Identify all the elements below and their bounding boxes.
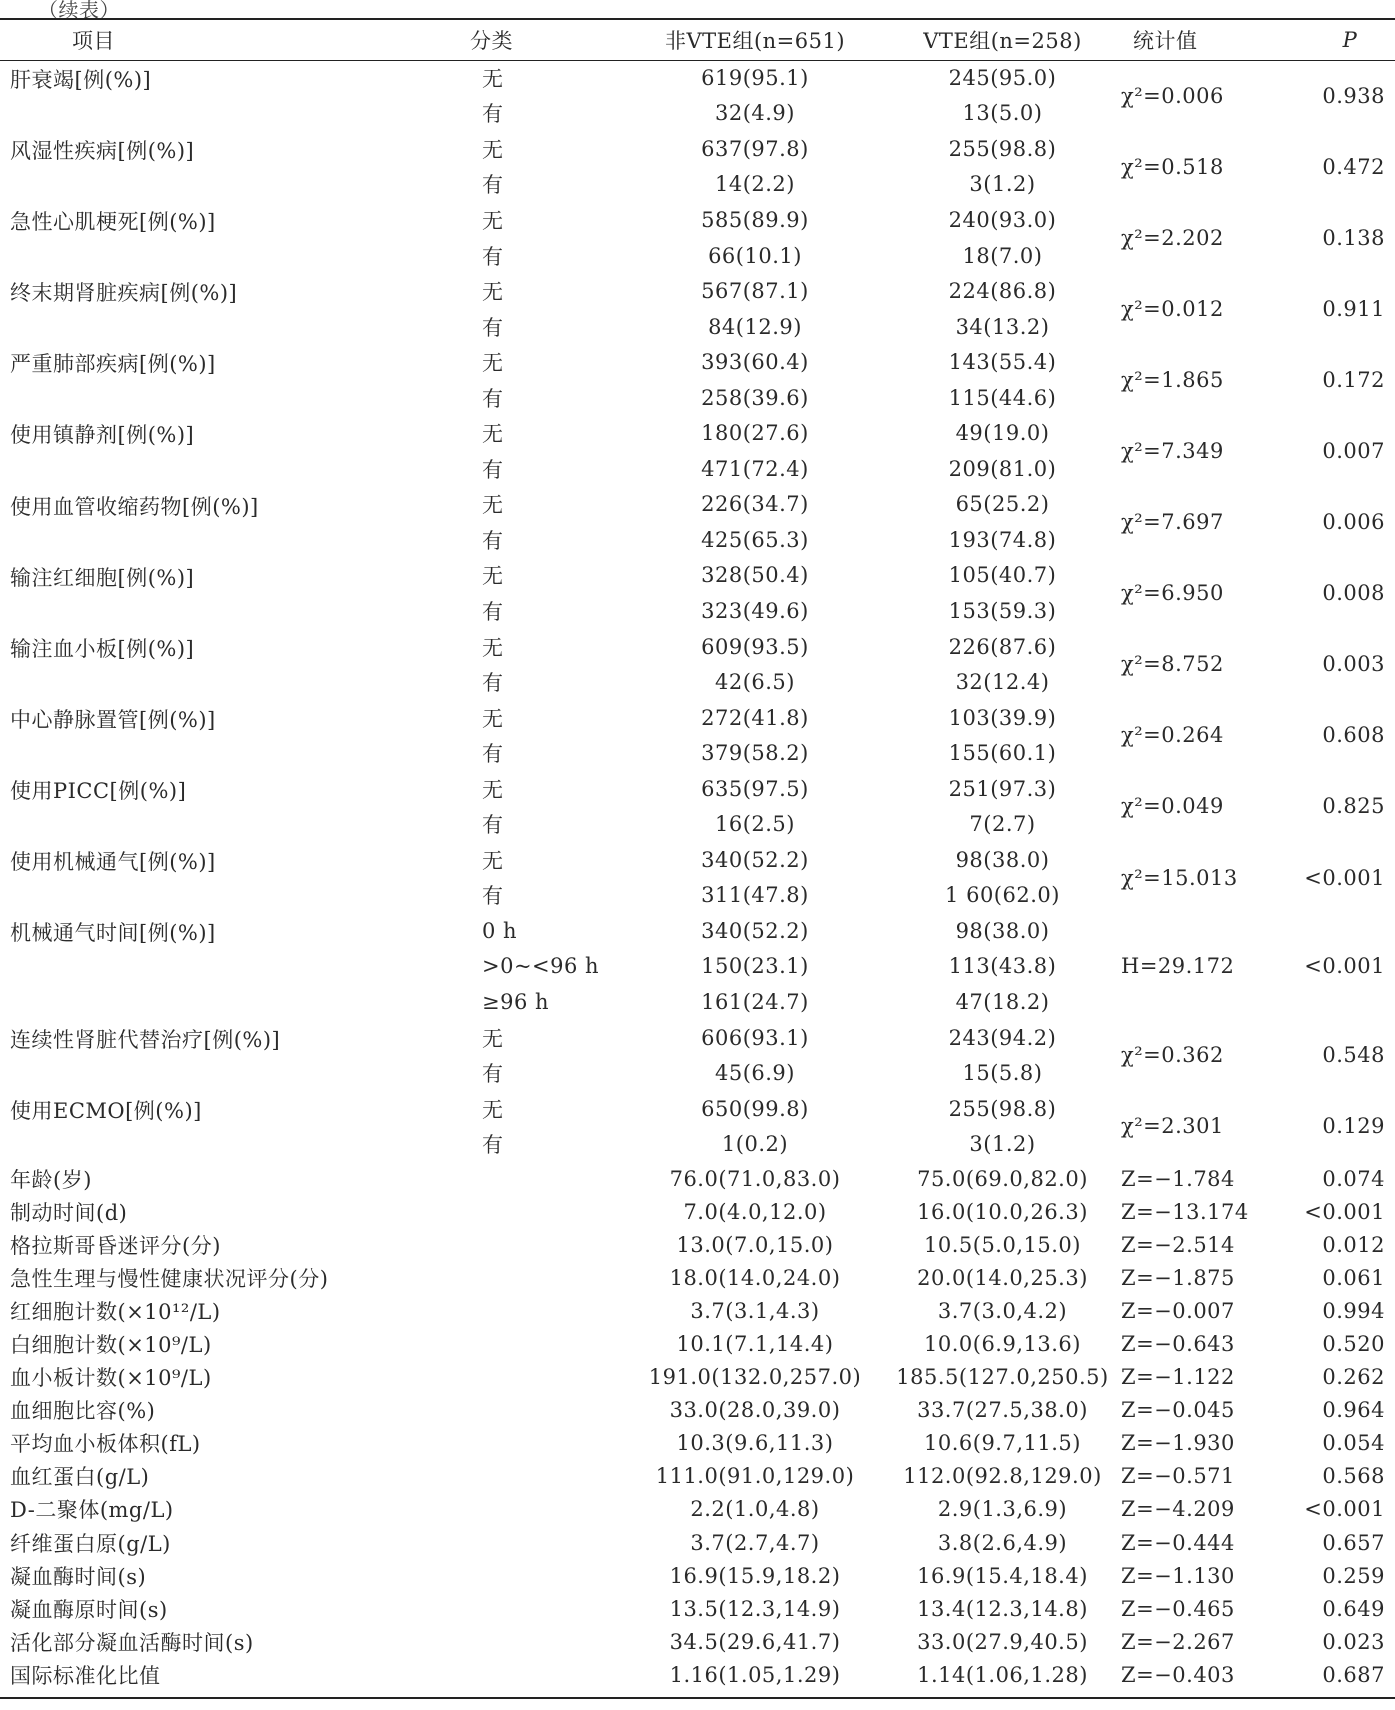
row-item-label: 活化部分凝血活酶时间(s)	[10, 1630, 254, 1655]
table-row	[0, 842, 1395, 878]
row-category: 有	[482, 173, 504, 198]
row-category: 无	[482, 280, 504, 305]
row-group2-value: 255(98.8)	[948, 136, 1057, 161]
table-row	[0, 629, 1395, 665]
table-header	[0, 20, 1395, 60]
row-group1-value: 340(52.2)	[701, 918, 809, 943]
row-statistic: Z=−4.209	[1121, 1497, 1235, 1522]
row-p-value: <0.001	[1304, 1199, 1385, 1224]
row-category: 有	[482, 599, 504, 624]
row-group2-value: 2.9(1.3,6.9)	[937, 1497, 1068, 1522]
table-row	[0, 1228, 1395, 1261]
row-item-label: 红细胞计数(×10¹²/L)	[10, 1299, 221, 1324]
row-group2-value: 115(44.6)	[948, 385, 1057, 410]
row-group1-value: 650(99.8)	[701, 1096, 809, 1121]
row-item-label: 制动时间(d)	[10, 1200, 128, 1225]
row-group1-value: 609(93.5)	[701, 634, 809, 659]
row-group1-value: 471(72.4)	[701, 456, 809, 481]
row-item-label: 急性心肌梗死[例(%)]	[10, 210, 216, 235]
row-item-label: 输注血小板[例(%)]	[10, 636, 195, 661]
row-group2-value: 98(38.0)	[955, 918, 1050, 943]
row-group2-value: 1.14(1.06,1.28)	[917, 1662, 1088, 1687]
row-group2-value: 13(5.0)	[962, 101, 1043, 126]
row-group1-value: 18.0(14.0,24.0)	[669, 1265, 841, 1290]
row-category-empty	[470, 1658, 620, 1691]
row-group1-value: 226(34.7)	[701, 492, 809, 517]
row-group1-value: 150(23.1)	[701, 954, 809, 979]
row-p-value: 0.520	[1322, 1331, 1385, 1356]
row-statistic: H=29.172	[1121, 954, 1235, 979]
row-group1-value: 76.0(71.0,83.0)	[669, 1166, 841, 1191]
row-statistic: Z=−1.875	[1121, 1265, 1235, 1290]
row-p-value: 0.172	[1322, 367, 1385, 392]
table-body	[0, 60, 1395, 1691]
row-item-label: 中心静脉置管[例(%)]	[10, 707, 216, 732]
row-item-label: 使用镇静剂[例(%)]	[10, 423, 195, 448]
row-statistic: χ²=0.049	[1121, 794, 1224, 819]
row-statistic: χ²=7.349	[1121, 439, 1224, 464]
row-group1-value: 635(97.5)	[701, 776, 809, 801]
header-row	[0, 20, 1395, 60]
table-row	[0, 1493, 1395, 1526]
row-statistic: Z=−1.122	[1121, 1365, 1235, 1390]
row-category: 无	[482, 66, 504, 91]
row-group2-value: 3(1.2)	[969, 172, 1036, 197]
row-group2-value: 32(12.4)	[955, 670, 1050, 695]
row-item-label: 国际标准化比值	[10, 1663, 161, 1688]
row-item-label: 输注红细胞[例(%)]	[10, 565, 195, 590]
row-statistic: χ²=2.202	[1121, 225, 1224, 250]
row-p-value: 0.938	[1322, 83, 1385, 108]
row-group1-value: 191.0(132.0,257.0)	[648, 1365, 862, 1390]
row-p-value: 0.008	[1322, 581, 1385, 606]
row-p-value: <0.001	[1304, 865, 1385, 890]
table-row	[0, 1625, 1395, 1658]
row-category-empty	[470, 1261, 620, 1294]
row-p-value: 0.825	[1322, 794, 1385, 819]
row-group1-value: 323(49.6)	[701, 598, 809, 623]
row-group2-value: 245(95.0)	[948, 65, 1057, 90]
row-group1-value: 7.0(4.0,12.0)	[683, 1199, 827, 1224]
row-p-value: <0.001	[1304, 1497, 1385, 1522]
row-group2-value: 209(81.0)	[948, 456, 1057, 481]
row-statistic: Z=−13.174	[1121, 1199, 1249, 1224]
row-category: 无	[482, 422, 504, 447]
row-group1-value: 379(58.2)	[701, 741, 809, 766]
row-group2-value: 34(13.2)	[955, 314, 1050, 339]
row-group2-value: 98(38.0)	[955, 847, 1050, 872]
row-statistic: Z=−0.643	[1121, 1331, 1235, 1356]
row-category: 有	[482, 813, 504, 838]
row-statistic: χ²=0.006	[1121, 83, 1224, 108]
row-group2-value: 185.5(127.0,250.5)	[896, 1365, 1109, 1390]
row-group1-value: 258(39.6)	[701, 385, 809, 410]
row-statistic: Z=−2.267	[1121, 1629, 1235, 1654]
row-category: 无	[482, 493, 504, 518]
row-group1-value: 13.5(12.3,14.9)	[669, 1596, 841, 1621]
row-group2-value: 3.7(3.0,4.2)	[937, 1298, 1068, 1323]
row-statistic: χ²=0.012	[1121, 296, 1224, 321]
row-group1-value: 13.0(7.0,15.0)	[676, 1232, 834, 1257]
row-p-value: 0.608	[1322, 723, 1385, 748]
row-p-value: 0.262	[1322, 1365, 1385, 1390]
row-group2-value: 105(40.7)	[948, 563, 1057, 588]
row-group1-value: 2.2(1.0,4.8)	[690, 1497, 820, 1522]
row-item-label: 格拉斯哥昏迷评分(分)	[10, 1233, 221, 1258]
row-item-label: 使用血管收缩药物[例(%)]	[10, 494, 259, 519]
row-category-empty	[470, 1625, 620, 1658]
row-statistic: Z=−1.784	[1121, 1166, 1235, 1191]
table-row	[0, 273, 1395, 309]
row-group2-value: 65(25.2)	[955, 492, 1050, 517]
table-row	[0, 1559, 1395, 1592]
row-group1-value: 180(27.6)	[701, 421, 809, 446]
row-category-empty	[470, 1294, 620, 1327]
row-group2-value: 155(60.1)	[948, 741, 1057, 766]
row-category-empty	[470, 1460, 620, 1493]
header-item: 项目	[72, 29, 115, 53]
row-statistic: Z=−1.930	[1121, 1431, 1235, 1456]
row-group2-value: 18(7.0)	[962, 243, 1043, 268]
row-statistic: Z=−0.444	[1121, 1530, 1235, 1555]
row-p-value: 0.964	[1322, 1398, 1385, 1423]
row-category: 有	[482, 1062, 504, 1087]
table-row	[0, 131, 1395, 167]
row-group1-value: 3.7(2.7,4.7)	[690, 1530, 820, 1555]
table-row	[0, 415, 1395, 451]
row-item-label: 机械通气时间[例(%)]	[10, 921, 216, 946]
row-category-empty	[470, 1228, 620, 1261]
row-category-empty	[470, 1162, 620, 1195]
row-category: 有	[482, 315, 504, 340]
header-group2: VTE组(n=258)	[923, 29, 1082, 53]
row-group2-value: 10.5(5.0,15.0)	[924, 1232, 1081, 1257]
row-group2-value: 1 60(62.0)	[945, 883, 1060, 908]
row-group2-value: 226(87.6)	[948, 634, 1057, 659]
row-statistic: Z=−0.571	[1121, 1464, 1235, 1489]
row-statistic: χ²=0.264	[1121, 723, 1224, 748]
row-category: 有	[482, 528, 504, 553]
row-category: 无	[482, 564, 504, 589]
row-category-empty	[470, 1493, 620, 1526]
row-p-value: 0.003	[1322, 652, 1385, 677]
row-category-empty	[470, 1559, 620, 1592]
header-p: P	[1342, 28, 1358, 52]
row-category: 有	[482, 1133, 504, 1158]
row-group1-value: 16(2.5)	[714, 812, 795, 837]
row-category: 无	[482, 137, 504, 162]
row-group1-value: 32(4.9)	[714, 101, 795, 126]
row-category: 有	[482, 671, 504, 696]
row-category: 无	[482, 208, 504, 233]
row-p-value: 0.568	[1322, 1464, 1385, 1489]
row-p-value: 0.911	[1322, 296, 1385, 321]
row-category: 无	[482, 706, 504, 731]
row-group1-value: 66(10.1)	[708, 243, 802, 268]
row-group2-value: 75.0(69.0,82.0)	[917, 1166, 1088, 1191]
row-group2-value: 20.0(14.0,25.3)	[917, 1265, 1088, 1290]
row-item-label: 肝衰竭[例(%)]	[10, 68, 152, 92]
table-bottom-rule	[0, 1697, 1395, 1699]
row-item-label: 急性生理与慢性健康状况评分(分)	[10, 1266, 329, 1291]
row-item-label: 血细胞比容(%)	[10, 1399, 156, 1424]
row-group2-value: 193(74.8)	[948, 527, 1057, 552]
row-group1-value: 42(6.5)	[714, 670, 795, 695]
table-row	[0, 771, 1395, 807]
row-group2-value: 7(2.7)	[969, 812, 1036, 837]
row-group1-value: 3.7(3.1,4.3)	[690, 1298, 820, 1323]
table-row	[0, 1526, 1395, 1559]
row-category: 无	[482, 351, 504, 376]
row-item-label: 风湿性疾病[例(%)]	[10, 139, 195, 164]
row-p-value: 0.061	[1322, 1265, 1385, 1290]
row-group2-value: 10.0(6.9,13.6)	[924, 1331, 1081, 1356]
row-statistic: Z=−0.465	[1121, 1596, 1235, 1621]
row-group2-value: 10.6(9.7,11.5)	[924, 1431, 1081, 1456]
table-row	[0, 1394, 1395, 1427]
row-group2-value: 33.7(27.5,38.0)	[917, 1398, 1088, 1423]
row-group2-value: 112.0(92.8,129.0)	[903, 1464, 1102, 1489]
row-category: 无	[482, 635, 504, 660]
table-row	[0, 1361, 1395, 1394]
table-row	[0, 1020, 1395, 1056]
row-group2-value: 143(55.4)	[948, 350, 1057, 375]
data-table	[0, 20, 1395, 1691]
row-statistic: Z=−2.514	[1121, 1232, 1235, 1257]
row-category-empty	[470, 1327, 620, 1360]
row-p-value: 0.687	[1322, 1662, 1385, 1687]
row-statistic: Z=−0.403	[1121, 1662, 1235, 1687]
table-row	[0, 1460, 1395, 1493]
row-group1-value: 84(12.9)	[708, 314, 802, 339]
row-group1-value: 161(24.7)	[701, 989, 809, 1014]
table-row	[0, 1592, 1395, 1625]
row-group1-value: 619(95.1)	[701, 65, 809, 90]
row-group1-value: 111.0(91.0,129.0)	[655, 1464, 855, 1489]
row-item-label: 血红蛋白(g/L)	[10, 1465, 150, 1490]
row-item-label: 使用PICC[例(%)]	[10, 778, 187, 803]
row-item-label: 使用机械通气[例(%)]	[10, 850, 216, 875]
row-category-empty	[470, 1195, 620, 1228]
row-item-label: 严重肺部疾病[例(%)]	[10, 352, 216, 377]
row-item-label: 白细胞计数(×10⁹/L)	[10, 1332, 212, 1357]
row-group2-value: 113(43.8)	[948, 954, 1057, 979]
table-row	[0, 1327, 1395, 1360]
row-item-label: 血小板计数(×10⁹/L)	[10, 1366, 212, 1391]
row-group1-value: 585(89.9)	[701, 207, 809, 232]
row-p-value: 0.994	[1322, 1298, 1385, 1323]
row-statistic: χ²=0.518	[1121, 154, 1224, 179]
row-statistic: χ²=2.301	[1121, 1114, 1224, 1139]
row-p-value: 0.129	[1322, 1114, 1385, 1139]
row-group2-value: 3(1.2)	[969, 1132, 1036, 1157]
row-group1-value: 1(0.2)	[721, 1132, 789, 1157]
table-row	[0, 913, 1395, 949]
row-item-label: 终末期肾脏疾病[例(%)]	[10, 281, 238, 306]
row-group2-value: 33.0(27.9,40.5)	[917, 1629, 1088, 1654]
row-group1-value: 272(41.8)	[701, 705, 809, 730]
row-statistic: χ²=7.697	[1121, 510, 1224, 535]
row-group2-value: 3.8(2.6,4.9)	[937, 1530, 1068, 1555]
row-group1-value: 45(6.9)	[714, 1061, 795, 1086]
row-group1-value: 14(2.2)	[714, 172, 795, 197]
row-group1-value: 311(47.8)	[701, 883, 809, 908]
table-row	[0, 1658, 1395, 1691]
row-category: 0 h	[482, 918, 518, 943]
row-p-value: 0.649	[1322, 1596, 1385, 1621]
row-item-label: 平均血小板体积(fL)	[10, 1432, 201, 1457]
header-category: 分类	[470, 29, 513, 53]
row-group2-value: 15(5.8)	[962, 1061, 1043, 1086]
row-p-value: 0.074	[1322, 1166, 1385, 1191]
row-group2-value: 255(98.8)	[948, 1096, 1057, 1121]
row-statistic: χ²=0.362	[1121, 1043, 1224, 1068]
continued-label: （续表）	[38, 0, 120, 22]
table-row	[0, 558, 1395, 594]
row-category-empty	[470, 1592, 620, 1625]
row-category: 有	[482, 742, 504, 767]
row-p-value: 0.259	[1322, 1563, 1385, 1588]
row-group1-value: 606(93.1)	[701, 1025, 809, 1050]
table-row	[0, 1162, 1395, 1195]
row-item-label: D-二聚体(mg/L)	[10, 1498, 174, 1523]
row-p-value: 0.023	[1322, 1629, 1385, 1654]
row-category: 有	[482, 386, 504, 411]
row-group1-value: 10.1(7.1,14.4)	[676, 1331, 834, 1356]
row-statistic: χ²=6.950	[1121, 581, 1224, 606]
row-item-label: 使用ECMO[例(%)]	[10, 1098, 202, 1123]
row-item-label: 纤维蛋白原(g/L)	[10, 1531, 171, 1556]
row-group2-value: 243(94.2)	[948, 1025, 1057, 1050]
row-item-label: 连续性肾脏代替治疗[例(%)]	[10, 1027, 281, 1052]
table-row	[0, 700, 1395, 736]
row-statistic: Z=−1.130	[1121, 1563, 1235, 1588]
row-category: >0~<96 h	[482, 954, 600, 979]
header-group1: 非VTE组(n=651)	[664, 29, 846, 53]
header-statistic: 统计值	[1133, 29, 1198, 53]
row-group2-value: 153(59.3)	[948, 598, 1057, 623]
table-row	[0, 344, 1395, 380]
row-group1-value: 393(60.4)	[701, 350, 809, 375]
row-group1-value: 425(65.3)	[701, 527, 809, 552]
row-group2-value: 47(18.2)	[955, 989, 1050, 1014]
row-category: 无	[482, 1026, 504, 1051]
table-row	[0, 487, 1395, 523]
row-statistic: χ²=15.013	[1121, 865, 1238, 890]
row-category: 有	[482, 457, 504, 482]
row-category: 有	[482, 102, 504, 127]
row-group2-value: 103(39.9)	[948, 705, 1057, 730]
table-row	[0, 1091, 1395, 1127]
row-group1-value: 328(50.4)	[701, 563, 809, 588]
row-category: 无	[482, 777, 504, 802]
row-p-value: 0.054	[1322, 1431, 1385, 1456]
row-group1-value: 16.9(15.9,18.2)	[669, 1563, 841, 1588]
row-group1-value: 637(97.8)	[701, 136, 809, 161]
table-row	[0, 1427, 1395, 1460]
row-p-value: 0.138	[1322, 225, 1385, 250]
row-category: 有	[482, 244, 504, 269]
table-row	[0, 1195, 1395, 1228]
row-category-empty	[470, 1427, 620, 1460]
row-group2-value: 49(19.0)	[955, 421, 1050, 446]
row-p-value: <0.001	[1304, 954, 1385, 979]
row-p-value: 0.472	[1322, 154, 1385, 179]
row-group2-value: 240(93.0)	[948, 207, 1057, 232]
table-row	[0, 202, 1395, 238]
table-row	[0, 60, 1395, 96]
row-group2-value: 224(86.8)	[948, 279, 1057, 304]
row-group1-value: 10.3(9.6,11.3)	[676, 1431, 834, 1456]
row-category-empty	[470, 1526, 620, 1559]
row-group1-value: 1.16(1.05,1.29)	[669, 1662, 841, 1687]
row-p-value: 0.007	[1322, 439, 1385, 464]
row-statistic: Z=−0.007	[1121, 1298, 1235, 1323]
row-statistic: Z=−0.045	[1121, 1398, 1235, 1423]
row-category-empty	[470, 1394, 620, 1427]
row-statistic: χ²=1.865	[1121, 367, 1224, 392]
row-category-empty	[470, 1361, 620, 1394]
row-group1-value: 340(52.2)	[701, 847, 809, 872]
row-group2-value: 13.4(12.3,14.8)	[917, 1596, 1088, 1621]
row-group1-value: 34.5(29.6,41.7)	[669, 1629, 841, 1654]
row-item-label: 凝血酶原时间(s)	[10, 1597, 168, 1622]
row-group2-value: 16.0(10.0,26.3)	[917, 1199, 1088, 1224]
row-p-value: 0.012	[1322, 1232, 1385, 1257]
row-statistic: χ²=8.752	[1121, 652, 1224, 677]
row-category: 无	[482, 848, 504, 873]
row-category: ≥96 h	[482, 989, 550, 1014]
row-group2-value: 251(97.3)	[948, 776, 1057, 801]
row-category: 有	[482, 884, 504, 909]
row-category: 无	[482, 1097, 504, 1122]
row-p-value: 0.006	[1322, 510, 1385, 535]
table-row	[0, 1294, 1395, 1327]
row-p-value: 0.657	[1322, 1530, 1385, 1555]
row-item-label: 凝血酶时间(s)	[10, 1564, 147, 1589]
row-item-label: 年龄(岁)	[10, 1167, 92, 1192]
row-group2-value: 16.9(15.4,18.4)	[917, 1563, 1088, 1588]
row-p-value: 0.548	[1322, 1043, 1385, 1068]
table-row	[0, 1261, 1395, 1294]
row-group1-value: 567(87.1)	[701, 279, 809, 304]
row-group1-value: 33.0(28.0,39.0)	[669, 1398, 841, 1423]
